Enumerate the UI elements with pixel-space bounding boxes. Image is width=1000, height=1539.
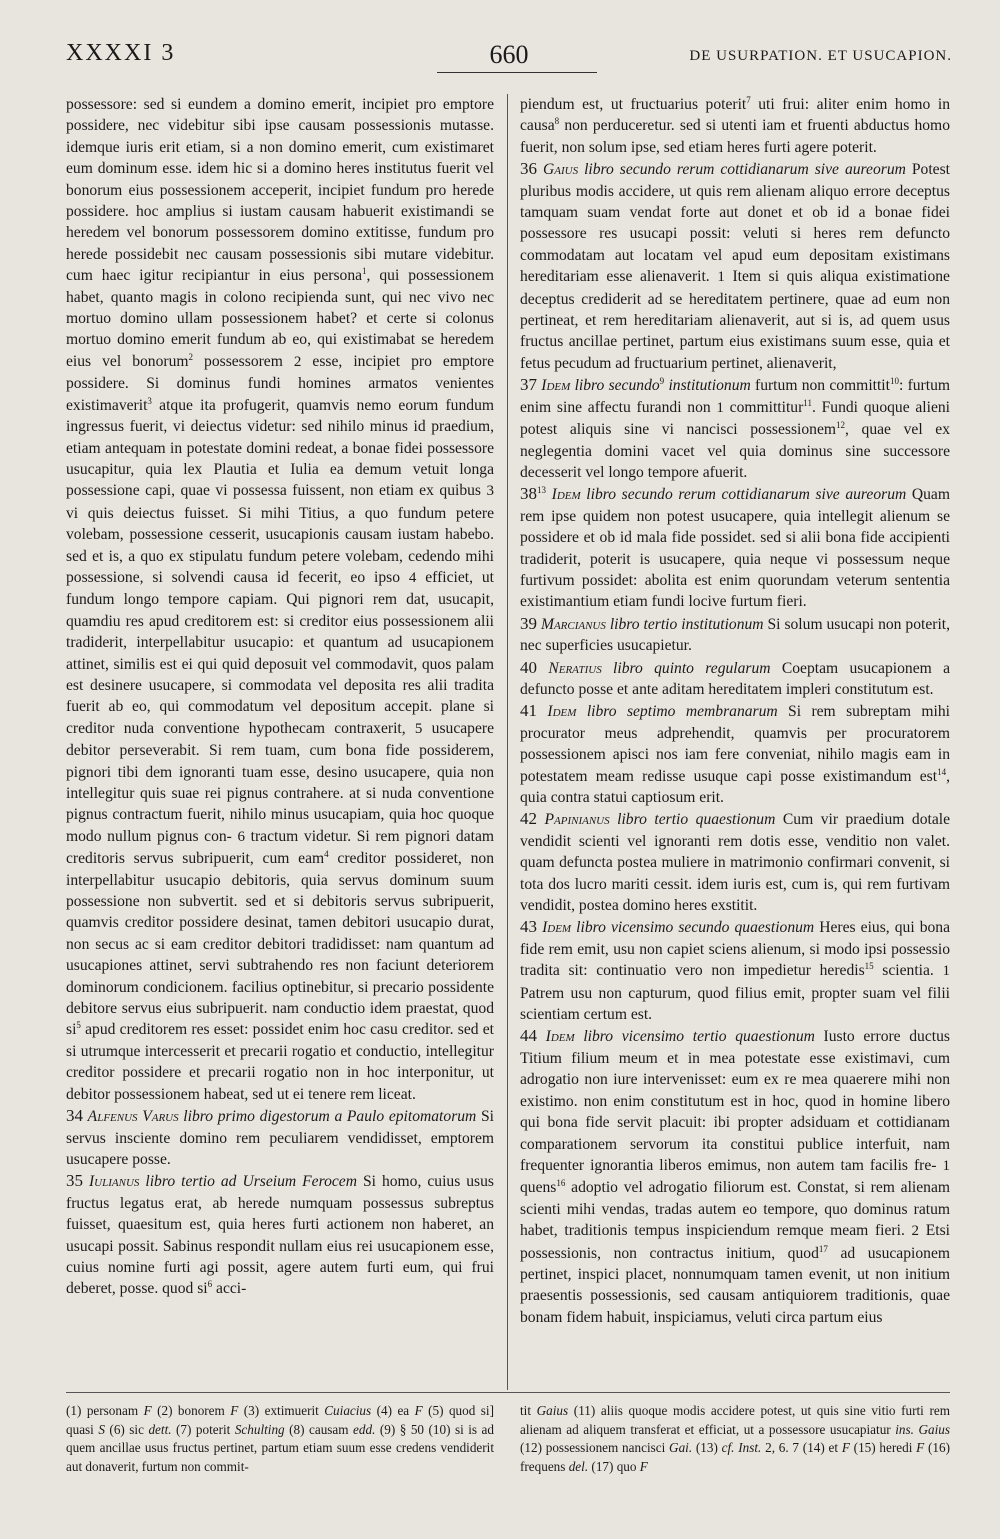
book-title-number: XXXXI 3 <box>66 40 176 66</box>
fragment-37: 37 Idem libro secundo$^9$ institutionum furtum non committit$^{10}$: furtum enim sine affectu furandi non 1 committitur$^{11}$. Fundi quoque alieni potest aliquis sine vi nancisci possessionem$^{12}$, quae vel ex neglegentia domini vacet vel quia dominus sine successore decesserit vel longo tempore afuerit. <box>520 375 950 481</box>
fragment-39: 39 Marcianus libro tertio institutionum Si solum usucapi non poterit, nec superficies usucapietur. <box>520 613 950 655</box>
fragment-38: $38^{13}$ Idem libro secundo rerum cottidianarum sive aureorum Quam rem ipse quidem non potest usucapere, quia intellegit alienum se possidere et ob id mala fide possidet. sed si alii bona fide accipienti tradiderit, poterit is usucapere, quia neque vi possessum neque furtivum possidet: abolita est enim quorundam veterum sententia existimantium etiam fundi locive furtum fieri. <box>520 484 950 611</box>
left-column <box>66 94 494 1390</box>
right-column <box>520 94 950 1390</box>
continued-paragraph: possessore: sed si eundem a domino emerit, incipiet pro emptore possidere, nec videbitur sibi ipse causam possessionis mutasse. idemque iuris erit etiam, si a non domino emerit, cum existimaret eum dominum esse. idem hic si a domino heres institutus fuerit vel bonorum eius possessionem acceperit, incipiet fundum pro herede possidere. hoc amplius si iustam causam habuerit existimandi se heredem vel bonorum possessorem domino extitisse, fundum pro herede possidebit nec causam possessionis sibi mutare videbitur. cum haec igitur recipiantur in eius persona$^1$, qui possessionem habet, quanto magis in colono recipienda sunt, qui nec vivo nec mortuo domino ullam possessionem habet? et certe si colonus mortuo domino emerit fundum ab eo, qui existimabat se heredem eius vel bonorum$^2$ possessorem 2 esse, incipiet pro emptore possidere. Si dominus fundi homines armatos venientes existimaverit$^3$ atque ita profugerit, quamvis nemo eorum fundum ingressus fuerit, vi deiectus videtur: sed nihilo minus id praedium, etiam antequam in potestate domini redeat, a bonae fidei possessore usucapitur, quia lex Plautia et Iulia ea demum vetuit longa possessione capi, quae vi possessa fuissent, non etiam ex quibus 3 vi quis deiectus fuisset. Si mihi Titius, a quo fundum petere volebam, possessione cesserit, usucapionis causam iustam habebo. sed et is, a quo ex stipulatu fundum petere volebam, cedendo mihi possessione, si solvendi causa id fecerit, eo ipso 4 efficiet, ut fundum longo tempore capiam. Qui pignori rem dat, usucapit, quamdiu res apud creditorem est: si creditor eius possessionem alii tradiderit, interpellabitur usucapio: et quantum ad usucapionem attinet, similis est ei qui quid deposuit vel commodavit, quos palam est desinere usucapere, si commodata vel deposita res alii tradita fuerit ab eo, qui commodatum vel depositum accepit. plane si creditor nuda conventione hypothecam contraxerit, 5 usucapere debitor perseverabit. Si rem tuam, cum bona fide possiderem, pignori tibi dem ignoranti tuam esse, desino usucapere, quia non intellegitur quis suae rei pignus contrahere. at si nuda conventione pignus contractum fuerit, nihilo minus usucapiam, quia hoc quoque modo nullum pignus con- 6 tractum videtur. Si rem pignori datam creditoris servus subripuerit, cum eam$^4$ creditor possideret, non interpellabitur usucapio debitoris, quia servus dominum suum possessione non subvertit. sed et si debitoris servus subripuerit, quamvis creditor possidere desinat, tamen debitori usucapio durat, non secus ac si eam creditor debitori tradidisset: nam quantum ad usucapiones attinet, servi subtrahendo res non faciunt deteriorem dominorum condicionem. facilius optinebitur, si precario possidente debitore servus eius subripuerit. nam conductio idem praestat, quod $si^5$ apud creditorem res esset: possidet enim hoc casu creditor. sed et si utrumque intercesserit et precarii rogatio et conductio, intellegitur creditor possidere et precarii rogatio non in hoc interponitur, ut debitor possessionem habeat, sed ut ei tenere rem liceat. <box>66 96 494 1103</box>
fragment-42: 42 Papinianus libro tertio quaestionum Cum vir praedium dotale vendidit scienti vel ignoranti rem dotis esse, venditio non valet. quam defuncta postea muliere in matrimonio confirmari convenit, si tota dos lucro mariti cessit. idem iuris est, cum is, qui rem furtivam vendidit, postea domino heres exstitit. <box>520 809 950 915</box>
continued-paragraph-right: piendum est, ut fructuarius poterit$^7$ uti frui: aliter enim homo in causa$^8$ non perduceretur. sed si utenti iam et fruenti abductus homo fuerit, non solum ipse, sed etiam heres furti agere poterit. <box>520 94 950 156</box>
section-title: DE USURPATION. ET USUCAPION. <box>689 48 952 64</box>
footnotes-right: tit Gaius (11) aliis quoque modis accidere potest, ut quis sine vitio furti rem alienam ad aliquem transferat et efficiat, ut a possessore usucapiatur ins. Gaius (12) possessionem nancisci Gai. (13) cf. Inst. 2, 6. 7 (14) et F (15) heredi F (16) frequens del. (17) quo F <box>520 1403 950 1474</box>
fragment-36: 36 Gaius libro secundo rerum cottidianarum sive aureorum Potest pluribus modis accidere, ut quis rem alienam aliquo errore deceptus tamquam suam vendat forte aut donet et ob id a bonae fidei possessore res usucapi possit: veluti si heres rem defuncto commodatam aut locatam vel apud eum depositam existimans hereditariam esse alienaverit. 1 Item si quis aliqua existimatione deceptus crediderit ad se hereditatem pertinere, quae ad eum non pertineat, et rem hereditariam alienaverit, aut si is, ad quem usus fructus ancillae pertinet, partum eius existimans suum esse, quia et fetus pecudum ad fructuarium pertinet, alienaverit, <box>520 159 950 372</box>
header-rule <box>437 72 597 73</box>
fragment-35: 35 Iulianus libro tertio ad Urseium Ferocem Si homo, cuius usus fructus legatus erat, ab herede numquam possessus subreptus fuisset, quaesitum est, quia heres furti actionem non haberet, an usucapi possit. Sabinus respondit nullam eius rei usucapionem esse, cuius nomine furti agi possit, agere autem furti eum, qui frui deberet, posse. quod $si^6$ acci- <box>66 1171 494 1298</box>
footnotes-left: (1) personam F (2) bonorem F (3) extimuerit Cuiacius (4) ea F (5) quod si] quasi S (6) sic dett. (7) poterit Schulting (8) causam edd. (9) § 50 (10) si is ad quem ancillae usus fructus pertinet, partum etiam suum esse credens vendiderit aut donaverit, furtum non commit- <box>66 1403 494 1474</box>
fragment-40: 40 Neratius libro quinto regularum Coeptam usucapionem a defuncto posse et ante aditam hereditatem impleri constitutum est. <box>520 657 950 698</box>
page-number: 660 <box>489 40 529 69</box>
fragment-44: 44 Idem libro vicensimo tertio quaestionum Iusto errore ductus Titium filium meum et in mea potestate esse existimavi, cum adrogatio non iure intervenisset: eum ex re mea quaerere mihi non existimo. non enim constitutum est in hoc, quod in homine libero qui bona fide servit placuit: ibi propter adsiduam et cottidianam comparationem servorum ita constitui publice interfuit, nam frequenter ignorantia liberos emimus, non autem tam facilis fre- 1 quens$^{16}$ adoptio vel adrogatio filiorum est. Constat, si rem alienam scienti mihi vendas, tradas autem eo tempore, quo dominus ratum habet, traditionis tempus inspiciendum remque meam fieri. 2 Etsi possessionis, non contractus initium, quod$^{17}$ ad usucapionem pertinet, inspici placet, nonnumquam tamen evenit, ut non initium praesentis possessionis, sed causam antiquiorem traditionis, quae bonam fidem habuit, inspiciamus, veluti circa partum eius <box>520 1026 950 1326</box>
fragment-43: 43 Idem libro vicensimo secundo quaestionum Heres eius, qui bona fide rem emit, usu non capiet sciens alienum, si modo ipsi possessio tradita sit: continuatio vero non impedietur heredis$^{15}$ scientia. 1 Patrem usu non capturum, quod filius emit, propter suam vel filii scientiam certum est. <box>520 917 950 1024</box>
fragment-34: 34 Alfenus Varus libro primo digestorum a Paulo epitomatorum Si servus insciente domino rem peculiarem vendidisset, emptorem usucapere posse. <box>66 1106 494 1168</box>
running-header <box>66 40 952 76</box>
column-divider <box>507 94 508 1390</box>
fragment-41: 41 Idem libro septimo membranarum Si rem subreptam mihi procurator meus adprehendit, quamvis per procuratorem possessionem apisci nos iam fere conveniat, nihilo magis eam in potestatem meam redisse usuque capi posse existimandum est$^{14}$, quia contra statui captiosum erit. <box>520 701 950 806</box>
footnote-rule <box>66 1392 950 1393</box>
